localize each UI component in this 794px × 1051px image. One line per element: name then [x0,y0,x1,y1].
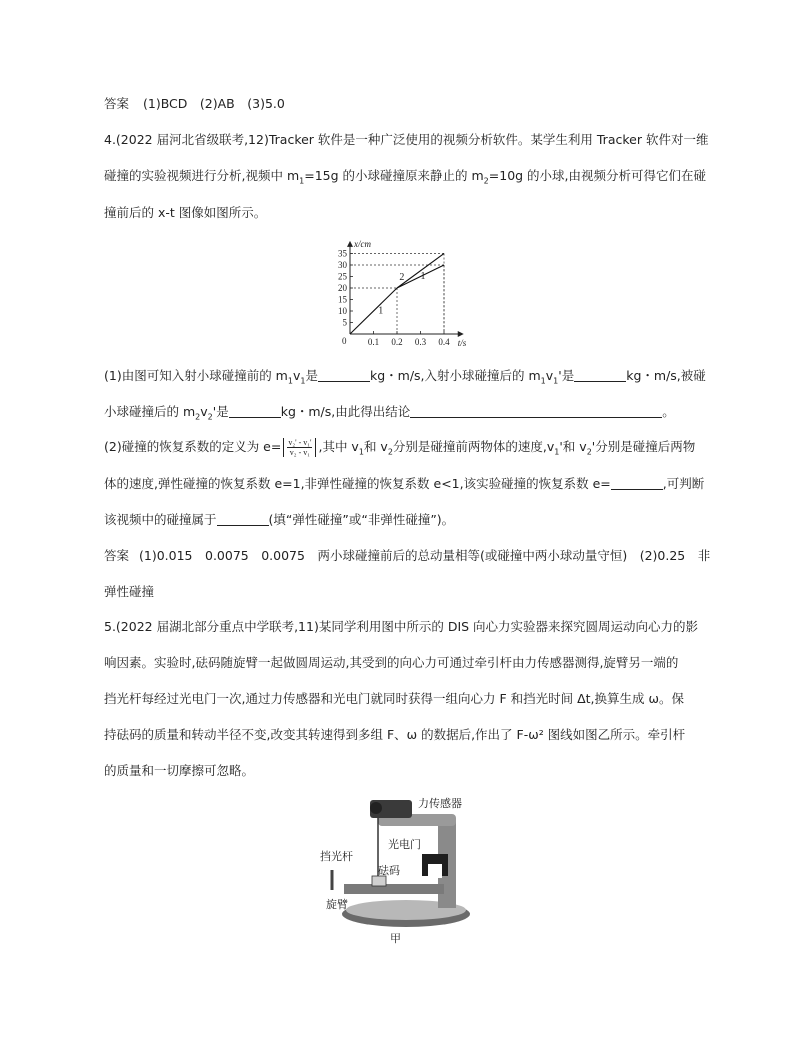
q4-text: kg・m/s,被碰 [626,368,706,383]
subscript: 1 [299,176,305,186]
answer-blank[interactable] [611,477,663,490]
q4-text: kg・m/s,由此得出结论 [280,404,411,419]
q5-line1: 5.(2022 届湖北部分重点中学联考,11)某同学利用图中所示的 DIS 向心力实验器来探究圆周运动向心力的影 [104,619,699,634]
label-weight: 砝码 [378,865,400,877]
q4-line3: 撞前后的 x-t 图像如图所示。 [104,205,267,220]
q4-text: 小球碰撞后的 m [104,404,196,419]
q4-text: (填“弹性碰撞”或“非弹性碰撞”)。 [268,512,455,527]
q4-text: 和 v [363,439,388,454]
apparatus-figure [318,794,478,946]
subscript: 1 [358,447,364,457]
label-arm: 旋臂 [326,899,348,911]
q5-line3: 挡光杆每经过光电门一次,通过力传感器和光电门就同时获得一组向心力 F 和挡光时间 Δt,换算生成 ω。保 [104,691,684,706]
q4-text: (2)碰撞的恢复系数的定义为 e= [104,439,282,454]
fraction-denominator: v₂ - v₁ [289,448,311,457]
series-annotation: 1 [378,305,384,317]
q4-line1: 4.(2022 届河北省级联考,12)Tracker 软件是一种广泛使用的视频分析软件。某学生利用 Tracker 软件对一维 [104,132,709,147]
subscript: 1 [540,376,546,386]
series-line-1 [350,288,397,334]
subscript: 2 [483,176,489,186]
answer-blank[interactable] [410,405,662,418]
q4-p1-line1: (1)由图可知入射小球碰撞前的 $m_1v_1$是 kg・m/s,入射小球碰撞后的 $m_1v_1'$是 kg・m/s,被碰 [104,368,706,386]
weight-block [372,876,386,886]
q4-p2-line2 [104,476,705,492]
y-tick-label: 10 [338,306,347,316]
q4-text: '分别是碰撞后两物 [591,439,696,454]
q4-text: 。 [662,404,675,419]
x-axis-arrow [458,331,464,337]
subscript: 2 [207,412,213,422]
q4-text: 是 [305,368,318,383]
x-tick-label: 0.4 [438,337,450,347]
q4-p1-line2: 小球碰撞后的 $m_2v_2'$是 kg・m/s,由此得出结论 。 [104,404,675,422]
y-tick-label: 15 [338,294,347,305]
q4-line2 [104,168,707,190]
x-tick-label: 0.1 [367,337,380,347]
subscript: 1 [554,447,560,457]
sensor-knob [370,802,382,814]
photogate-slot [428,864,442,878]
answer-q4-line2: 弹性碰撞 [104,584,155,599]
subscript: 2 [586,447,592,457]
q4-text: =10g 的小球,由视频分析可得它们在碰 [488,168,707,183]
answer-text: (1)0.015 0.0075 0.0075 两小球碰撞前后的总动量相等(或碰撞中两小球动量守恒) (2)0.25 非 [139,548,711,563]
x-axis-label: t/s [457,338,467,348]
q4-text: 体的速度,弹性碰撞的恢复系数 e=1,非弹性碰撞的恢复系数 e<1,该实验碰撞的恢复系数 e= [104,476,611,491]
y-tick-label: 25 [338,271,347,282]
x-tick-label: 0.2 [391,337,403,347]
xt-chart [330,228,470,350]
y-tick-label: 5 [342,317,347,328]
restitution-fraction [283,438,316,457]
subscript: 1 [287,376,293,386]
y-tick-label: 20 [338,283,347,293]
y-tick-label: 35 [338,248,347,259]
y-axis-arrow [347,241,353,247]
subscript: 2 [387,447,393,457]
y-tick-label: 30 [338,260,347,270]
label-light-rod: 挡光杆 [320,851,353,863]
q4-text: kg・m/s,入射小球碰撞后的 m [369,368,541,383]
origin-label: 0 [342,336,347,346]
answer-text: (1)BCD (2)AB (3)5.0 [143,96,285,111]
subscript: 1 [300,376,306,386]
q4-text: 分别是碰撞前两物体的速度,v [392,439,555,454]
subscript: 1 [553,376,559,386]
q4-text: 是 [216,404,229,419]
series-annotation: 2 [399,271,405,283]
series-annotation: 1 [420,270,426,282]
q4-p2-line3 [104,512,694,528]
label-force-sensor: 力传感器 [418,798,462,810]
rotating-arm [344,884,444,894]
q4-p2-line1 [104,436,694,464]
x-tick-label: 0.3 [414,337,427,347]
answer-q3 [104,96,694,112]
q5-line2: 响因素。实验时,砝码随旋臂一起做圆周运动,其受到的向心力可通过牵引杆由力传感器测得,旋臂另一端的 [104,655,679,670]
q4-text: '和 v [559,439,587,454]
fraction-numerator: v₂' - v₁' [288,438,312,447]
q4-text: 是 [561,368,575,383]
q4-text: ,可判断 [662,476,705,491]
q4-text: 该视频中的碰撞属于 [104,512,217,527]
q4-text: 碰撞的实验视频进行分析,视频中 m [104,168,300,183]
answer-label: 答案 [104,96,130,111]
q5-line4: 持砝码的质量和转动半径不变,改变其转速得到多组 F、ω 的数据后,作出了 F-ω² 图线如图乙所示。牵引杆 [104,727,686,742]
q5-line5: 的质量和一切摩擦可忽略。 [104,763,255,778]
figure-caption: 甲 [390,933,401,945]
answer-blank[interactable] [318,369,370,382]
y-axis-label: x/cm [354,238,371,249]
answer-blank[interactable] [229,405,281,418]
answer-blank[interactable] [217,513,269,526]
answer-blank[interactable] [574,369,626,382]
answer-label: 答案 [104,548,130,563]
answer-q4-line1 [104,548,711,564]
subscript: 2 [195,412,201,422]
q4-text: =15g 的小球碰撞原来静止的 m [304,168,484,183]
q4-text: (1)由图可知入射小球碰撞前的 m [104,368,288,383]
q4-text: ,其中 v [318,439,359,454]
label-photogate: 光电门 [388,839,421,851]
